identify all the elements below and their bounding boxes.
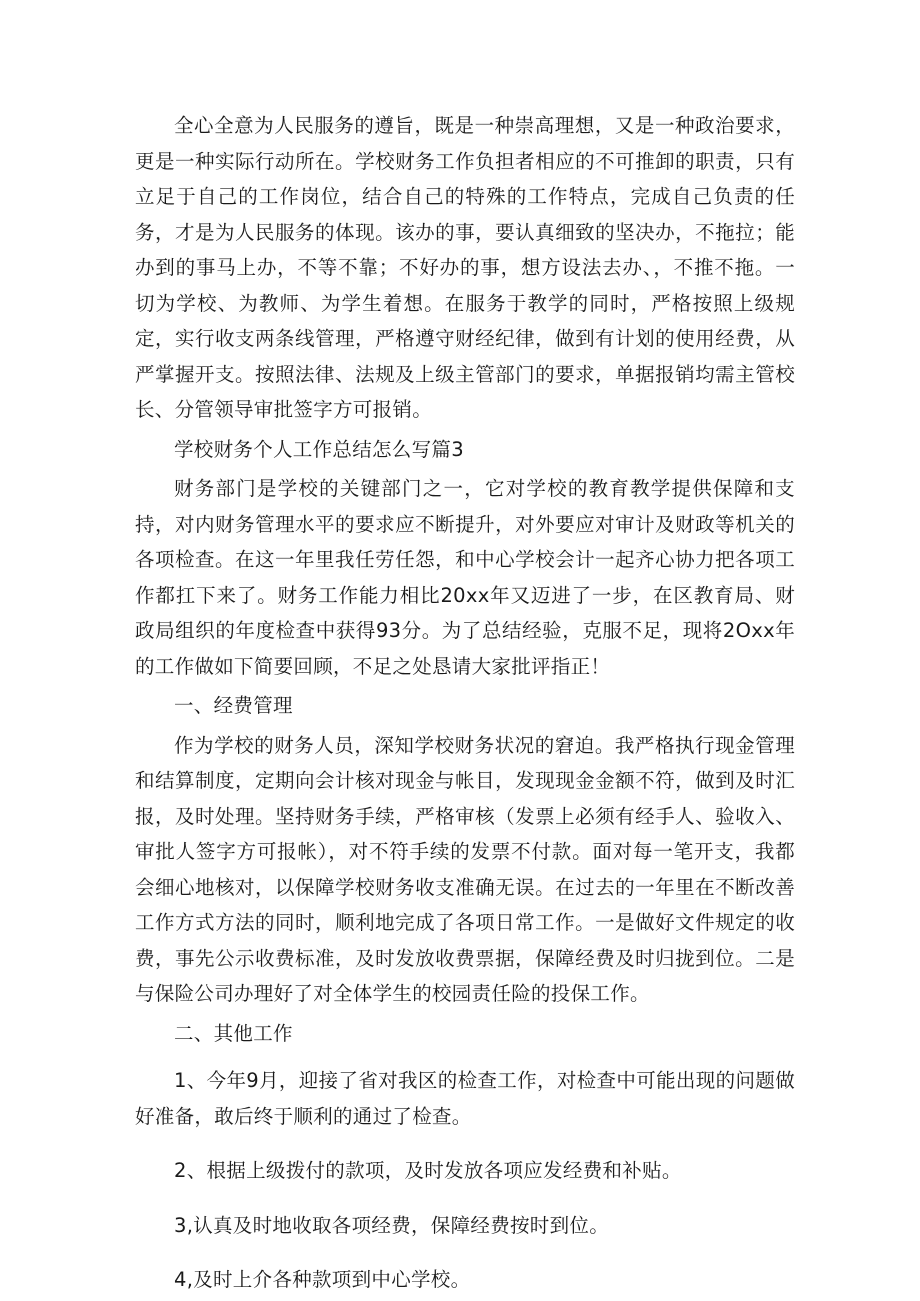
- list-item-4: 4,及时上介各种款项到中心学校。: [174, 1268, 471, 1291]
- paragraph-overview: 财务部门是学校的关键部门之一，它对学校的教育教学提供保障和支持，对内财务管理水平的要求应不断提升，对外要应对审计及财政等机关的各项检查。在这一年里我任劳任怨，和中心学校会计一起齐心协力把各项工作都扛下来了。财务工作能力相比20xx年又迈进了一步，在区教育局、财政局组织的年度检查中获得93分。为了总结经验，克服不足，现将2Oxx年的工作做如下简要回顾，不足之处恳请大家批评指正！: [135, 477, 795, 678]
- list-item-1: 1、今年9月，迎接了省对我区的检查工作，对检查中可能出现的问题做好准备，敢后终于顺利的通过了检查。: [135, 1069, 795, 1128]
- section-1-body: 作为学校的财务人员，深知学校财务状况的窘迫。我严格执行现金管理和结算制度，定期向会计核对现金与帐目，发现现金金额不符，做到及时汇报，及时处理。坚持财务手续，严格审核（发票上必须有经手人、验收入、审批人签字方可报帐），对不符手续的发票不付款。面对每一笔开支，我都会细心地核对，以保障学校财务收支准确无误。在过去的一年里在不断改善工作方式方法的同时，顺利地完成了各项日常工作。一是做好文件规定的收费，事先公示收费标准，及时发放收费票据，保障经费及时归拢到位。二是与保险公司办理好了对全体学生的校园责任险的投保工作。: [135, 733, 795, 1005]
- list-item-2: 2、根据上级拨付的款项，及时发放各项应发经费和补贴。: [174, 1159, 682, 1182]
- section-1-title: 一、经费管理: [174, 694, 293, 717]
- section-2-title: 二、其他工作: [174, 1021, 293, 1045]
- paragraph-intro: 全心全意为人民服务的遵旨，既是一种崇高理想，又是一种政治要求，更是一种实际行动所在。学校财务工作负担者相应的不可推卸的职责，只有立足于自己的工作岗位，结合自己的特殊的工作特点，完成自己负责的任务，才是为人民服务的体现。该办的事，要认真细致的坚决办，不拖拉；能办到的事马上办，不等不靠；不好办的事，想方设法去办、，不推不拖。一切为学校、为教师、为学生着想。在服务于教学的同时，严格按照上级规定，实行收支两条线管理，严格遵守财经纪律，做到有计划的使用经费，从严掌握开支。按照法律、法规及上级主管部门的要求，单据报销均需主管校长、分管领导审批签字方可报销。: [135, 114, 795, 421]
- document-body: [135, 108, 795, 1298]
- list-item-3: 3,认真及时地收取各项经费，保障经费按时到位。: [174, 1213, 610, 1237]
- article-title: 学校财务个人工作总结怎么写篇3: [174, 437, 464, 461]
